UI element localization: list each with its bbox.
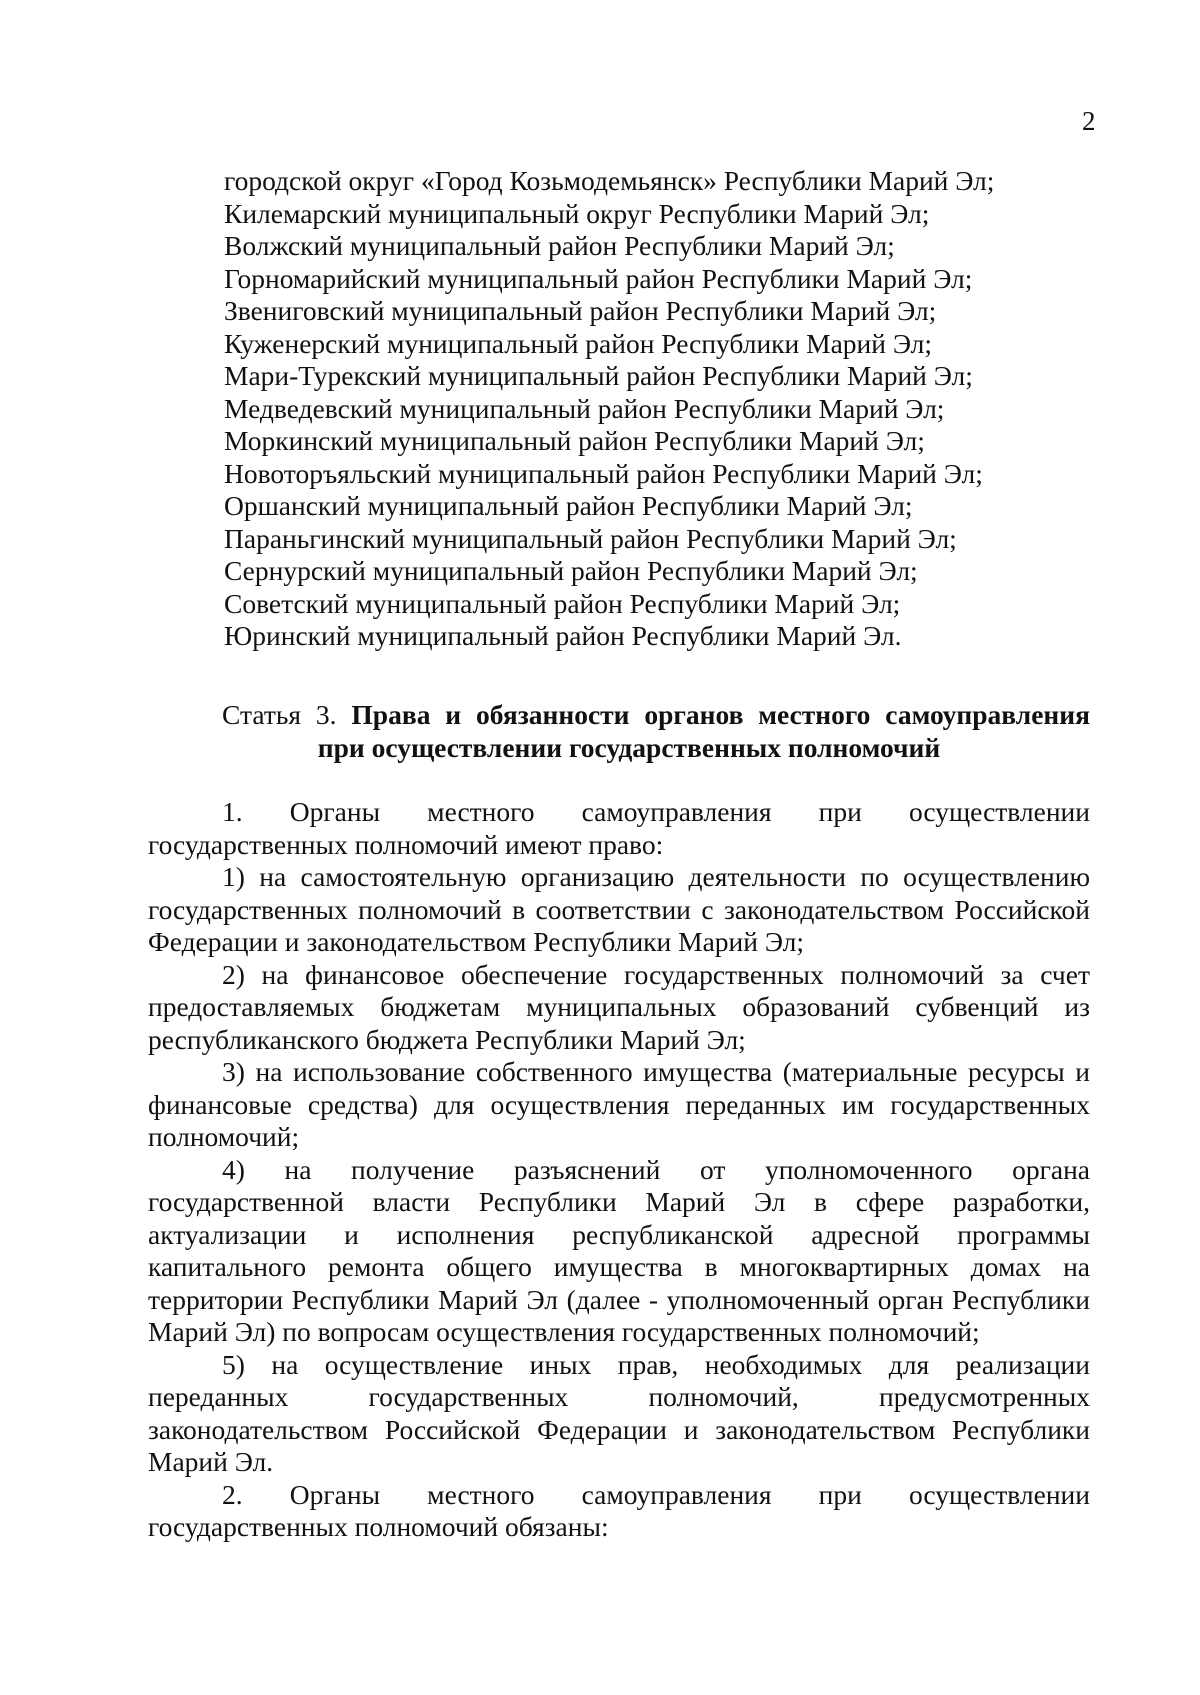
list-item: Сернурский муниципальный район Республики Марий Эл; — [224, 555, 918, 586]
article-heading — [148, 698, 1090, 764]
list-item: Звениговский муниципальный район Республики Марий Эл; — [224, 295, 937, 326]
paragraph: 5) на осуществление иных прав, необходимых для реализации переданных государственных полномочий, предусмотренных законодательством Российской Федерации и законодательством Республики Марий Эл. — [148, 1348, 1090, 1477]
list-item: Оршанский муниципальный район Республики Марий Эл; — [224, 490, 913, 521]
article-body — [148, 796, 1090, 1544]
list-item: Медведевский муниципальный район Республики Марий Эл; — [224, 392, 945, 424]
article-heading-line1 — [148, 698, 1090, 731]
paragraph: 1) на самостоятельную организацию деятельности по осуществлению государственных полномочий в соответствии с законодательством Российской Федерации и законодательством Республики Марий Эл; — [148, 861, 1090, 957]
list-item: Новоторъяльский муниципальный район Республики Марий Эл; — [224, 457, 983, 489]
paragraph: 2. Органы местного самоуправления при осуществлении государственных полномочий обязаны: — [148, 1478, 1090, 1542]
list-item: Мари-Турекский муниципальный район Республики Марий Эл; — [224, 360, 973, 391]
list-item: Моркинский муниципальный район Республики Марий Эл; — [224, 425, 925, 456]
article-title-line1: Права и обязанности органов местного самоуправления — [351, 699, 1090, 730]
list-item: Куженерский муниципальный район Республики Марий Эл; — [224, 327, 933, 359]
paragraph: 2) на финансовое обеспечение государственных полномочий за счет предоставляемых бюджетам муниципальных образований субвенций из республиканского бюджета Республики Марий Эл; — [148, 958, 1090, 1055]
paragraph: 4) на получение разъяснений от уполномоченного органа государственной власти Республики Марий Эл в сфере разработки, актуализации и исполнения республиканской адресной программы капитального ремонта общего имущества в многоквартирных домах на территории Республики Марий Эл (далее - уполномоченный орган Республики Марий Эл) по вопросам осуществления государственных полномочий; — [148, 1153, 1090, 1347]
article-title-line2: при осуществлении государственных полномочий — [317, 732, 941, 763]
paragraph: 1. Органы местного самоуправления при осуществлении государственных полномочий имеют право: — [148, 796, 1090, 860]
list-item: Волжский муниципальный район Республики Марий Эл; — [224, 230, 895, 261]
list-item: Параньгинский муниципальный район Республики Марий Эл; — [224, 522, 957, 554]
list-item: Килемарский муниципальный округ Республики Марий Эл; — [224, 197, 930, 229]
paragraph: 3) на использование собственного имущества (материальные ресурсы и финансовые средства) для осуществления переданных им государственных полномочий; — [148, 1056, 1090, 1152]
municipality-list — [224, 165, 1124, 653]
list-item: Горномарийский муниципальный район Республики Марий Эл; — [224, 262, 973, 294]
article-label: Статья 3. — [222, 699, 337, 730]
list-item: городской округ «Город Козьмодемьянск» Республики Марий Эл; — [224, 165, 995, 196]
page-number: 2 — [1082, 106, 1096, 136]
list-item: Юринский муниципальный район Республики Марий Эл. — [224, 620, 902, 651]
list-item: Советский муниципальный район Республики Марий Эл; — [224, 587, 901, 619]
